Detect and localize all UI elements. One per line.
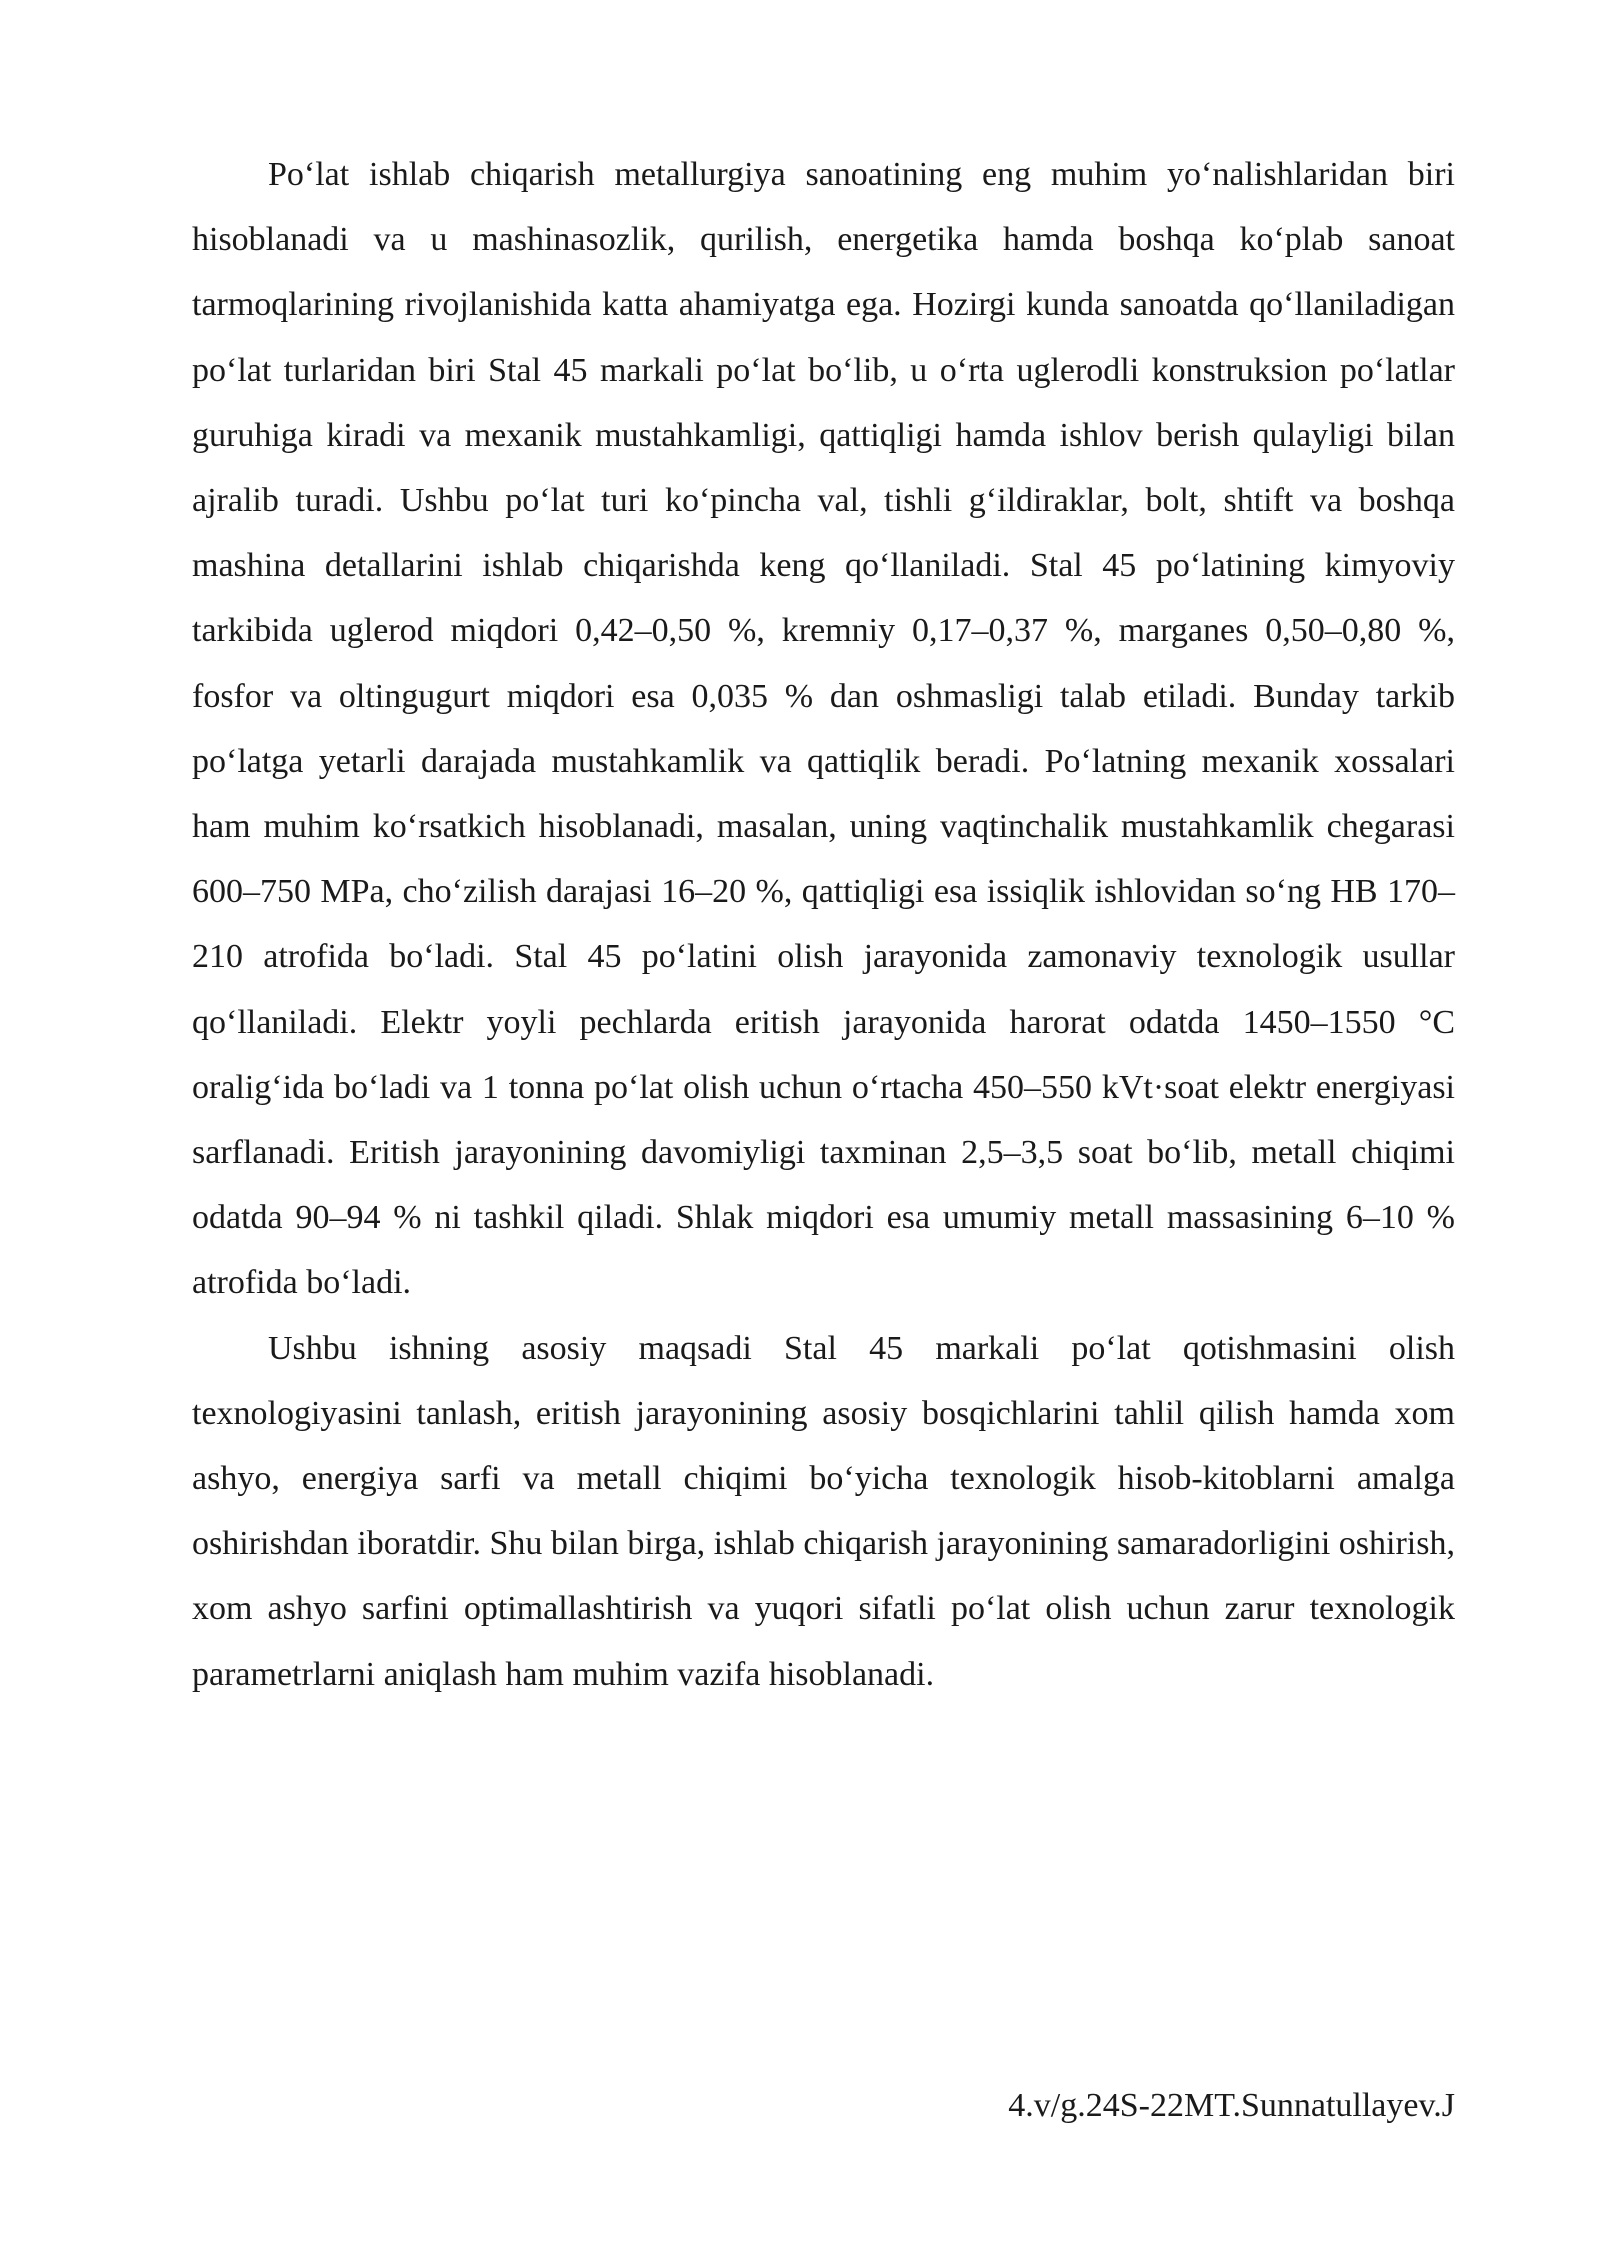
paragraph-goal: Ushbu ishning asosiy maqsadi Stal 45 markali po‘lat qotishmasini olish texnologiyasini tanlash, eritish jarayonining asosiy bosqichlarini tahlil qilish hamda xom ashyo, energiya sarfi va metall chiqimi bo‘yicha texnologik hisob-kitoblarni amalga oshirishdan iboratdir. Shu bilan birga, ishlab chiqarish jarayonining samaradorligini oshirish, xom ashyo sarfini optimallashtirish va yuqori sifatli po‘lat olish uchun zarur texnologik parametrlarni aniqlash ham muhim vazifa hisoblanadi. (192, 1329, 1455, 1693)
page-footer: 4.v/g.24S-22MT.Sunnatullayev.J (1008, 2087, 1455, 2124)
document-body (192, 142, 1455, 1707)
paragraph-intro: Po‘lat ishlab chiqarish metallurgiya sanoatining eng muhim yo‘nalishlaridan biri hisoblanadi va u mashinasozlik, qurilish, energetika hamda boshqa ko‘plab sanoat tarmoqlarining rivojlanishida katta ahamiyatga ega. Hozirgi kunda sanoatda qo‘llaniladigan po‘lat turlaridan biri Stal 45 markali po‘lat bo‘lib, u o‘rta uglerodli konstruksion po‘latlar guruhiga kiradi va mexanik mustahkamligi, qattiqligi hamda ishlov berish qulayligi bilan ajralib turadi. Ushbu po‘lat turi ko‘pincha val, tishli g‘ildiraklar, bolt, shtift va boshqa mashina detallarini ishlab chiqarishda keng qo‘llaniladi. Stal 45 po‘latining kimyoviy tarkibida uglerod miqdori 0,42–0,50 %, kremniy 0,17–0,37 %, marganes 0,50–0,80 %, fosfor va oltingugurt miqdori esa 0,035 % dan oshmasligi talab etiladi. Bunday tarkib po‘latga yetarli darajada mustahkamlik va qattiqlik beradi. Po‘latning mexanik xossalari ham muhim ko‘rsatkich hisoblanadi, masalan, uning vaqtinchalik mustahkamlik chegarasi 600–750 MPa, cho‘zilish darajasi 16–20 %, qattiqligi esa issiqlik ishlovidan so‘ng HB 170–210 atrofida bo‘ladi. Stal 45 po‘latini olish jarayonida zamonaviy texnologik usullar qo‘llaniladi. Elektr yoyli pechlarda eritish jarayonida harorat odatda 1450–1550 °C oralig‘ida bo‘ladi va 1 tonna po‘lat olish uchun o‘rtacha 450–550 kVt·soat elektr energiyasi sarflanadi. Eritish jarayonining davomiyligi taxminan 2,5–3,5 soat bo‘lib, metall chiqimi odatda 90–94 % ni tashkil qiladi. Shlak miqdori esa umumiy metall massasining 6–10 % atrofida bo‘ladi. (192, 156, 1455, 1302)
